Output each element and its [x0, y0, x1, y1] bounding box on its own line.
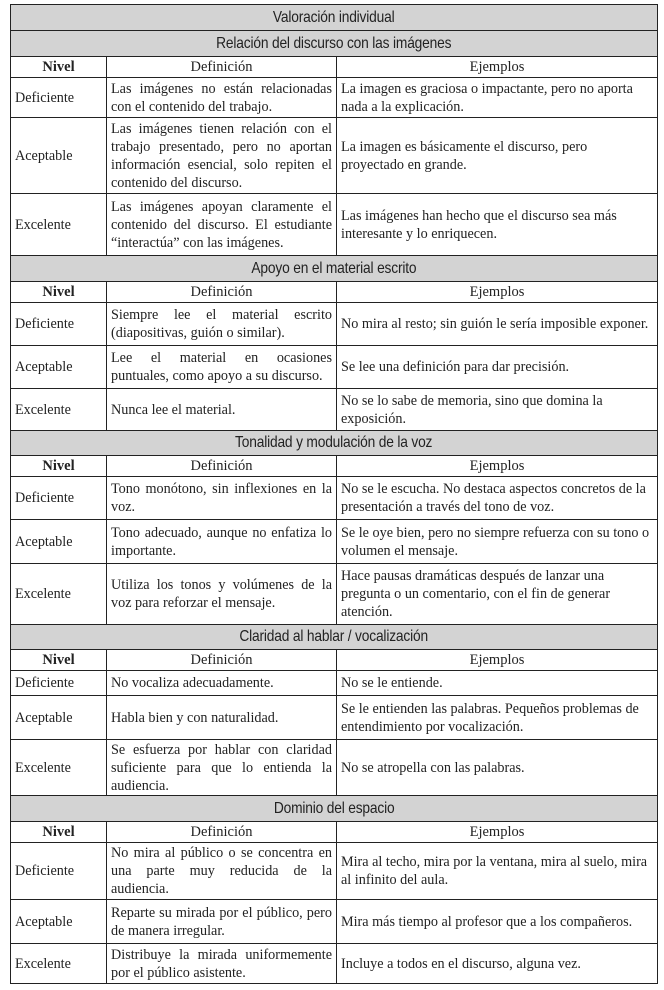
table-row — [11, 346, 658, 389]
example-cell: No se atropella con las palabras. — [337, 740, 658, 796]
example-cell: Mira más tiempo al profesor que a los compañeros. — [337, 900, 658, 944]
definition-cell: No mira al público o se concentra en una parte muy reducida de la audiencia. — [107, 843, 337, 900]
section-title-text: Dominio del espacio — [273, 799, 395, 817]
section-header-row — [11, 625, 658, 650]
definition-cell: Las imágenes no están relacionadas con el contenido del trabajo. — [107, 78, 337, 118]
column-header-examples: Ejemplos — [337, 822, 658, 843]
section-title-text: Relación del discurso con las imágenes — [216, 34, 452, 52]
column-header-definition: Definición — [107, 456, 337, 477]
section-header-row — [11, 31, 658, 57]
section-title — [11, 256, 658, 282]
definition-cell: Habla bien y con naturalidad. — [107, 696, 337, 740]
table-row — [11, 389, 658, 431]
definition-cell: No vocaliza adecuadamente. — [107, 671, 337, 696]
section-header-row — [11, 431, 658, 456]
definition-cell: Las imágenes apoyan claramente el contenido del discurso. El estudiante “interactúa” con las imágenes. — [107, 194, 337, 256]
example-cell: No se lo sabe de memoria, sino que domina la exposición. — [337, 389, 658, 431]
section-title — [11, 431, 658, 456]
section-header-row — [11, 796, 658, 822]
table-row — [11, 194, 658, 256]
table-row — [11, 740, 658, 796]
column-header-definition: Definición — [107, 650, 337, 671]
column-header-examples: Ejemplos — [337, 650, 658, 671]
definition-cell: Utiliza los tonos y volúmenes de la voz para reforzar el mensaje. — [107, 564, 337, 625]
definition-cell: Reparte su mirada por el público, pero de manera irregular. — [107, 900, 337, 944]
column-header-level: Nivel — [11, 456, 107, 477]
column-header-level: Nivel — [11, 57, 107, 78]
example-cell: Incluye a todos en el discurso, alguna vez. — [337, 944, 658, 984]
column-header-row — [11, 822, 658, 843]
table-row — [11, 944, 658, 984]
definition-cell: Nunca lee el material. — [107, 389, 337, 431]
column-header-examples: Ejemplos — [337, 57, 658, 78]
table-title-text: Valoración individual — [273, 8, 395, 26]
example-cell: Mira al techo, mira por la ventana, mira al suelo, mira al infinito del aula. — [337, 843, 658, 900]
section-title — [11, 625, 658, 650]
table-row — [11, 303, 658, 346]
level-cell: Aceptable — [11, 900, 107, 944]
level-cell: Excelente — [11, 944, 107, 984]
table-row — [11, 843, 658, 900]
level-cell: Deficiente — [11, 477, 107, 520]
column-header-row — [11, 282, 658, 303]
table-title-row — [11, 5, 658, 31]
example-cell: La imagen es graciosa o impactante, pero no aporta nada a la explicación. — [337, 78, 658, 118]
column-header-examples: Ejemplos — [337, 456, 658, 477]
column-header-definition: Definición — [107, 57, 337, 78]
table-row — [11, 671, 658, 696]
definition-cell: Siempre lee el material escrito (diapositivas, guión o similar). — [107, 303, 337, 346]
example-cell: Las imágenes han hecho que el discurso sea más interesante y lo enriquecen. — [337, 194, 658, 256]
evaluation-rubric-table — [10, 4, 658, 984]
section-title-text: Tonalidad y modulación de la voz — [235, 434, 433, 451]
definition-cell: Distribuye la mirada uniformemente por el público asistente. — [107, 944, 337, 984]
level-cell: Excelente — [11, 740, 107, 796]
example-cell: No se le entiende. — [337, 671, 658, 696]
definition-cell: Lee el material en ocasiones puntuales, como apoyo a su discurso. — [107, 346, 337, 389]
table-title — [11, 5, 658, 31]
column-header-examples: Ejemplos — [337, 282, 658, 303]
section-header-row — [11, 256, 658, 282]
level-cell: Deficiente — [11, 78, 107, 118]
level-cell: Aceptable — [11, 118, 107, 194]
definition-cell: Las imágenes tienen relación con el trabajo presentado, pero no aportan información esencial, solo repiten el contenido del discurso. — [107, 118, 337, 194]
level-cell: Excelente — [11, 389, 107, 431]
column-header-definition: Definición — [107, 282, 337, 303]
example-cell: Se lee una definición para dar precisión. — [337, 346, 658, 389]
table-row — [11, 564, 658, 625]
example-cell: Hace pausas dramáticas después de lanzar una pregunta o un comentario, con el fin de generar atención. — [337, 564, 658, 625]
example-cell: La imagen es básicamente el discurso, pero proyectado en grande. — [337, 118, 658, 194]
column-header-row — [11, 57, 658, 78]
table-row — [11, 477, 658, 520]
level-cell: Deficiente — [11, 303, 107, 346]
definition-cell: Tono adecuado, aunque no enfatiza lo importante. — [107, 520, 337, 564]
column-header-row — [11, 650, 658, 671]
level-cell: Aceptable — [11, 520, 107, 564]
level-cell: Deficiente — [11, 843, 107, 900]
column-header-definition: Definición — [107, 822, 337, 843]
section-title — [11, 796, 658, 822]
level-cell: Aceptable — [11, 346, 107, 389]
table-row — [11, 696, 658, 740]
column-header-row — [11, 456, 658, 477]
example-cell: Se le entienden las palabras. Pequeños problemas de entendimiento por vocalización. — [337, 696, 658, 740]
column-header-level: Nivel — [11, 650, 107, 671]
table-row — [11, 520, 658, 564]
table-row — [11, 118, 658, 194]
section-title-text: Apoyo en el material escrito — [251, 259, 417, 277]
table-row — [11, 900, 658, 944]
example-cell: No se le escucha. No destaca aspectos concretos de la presentación a través del tono de voz. — [337, 477, 658, 520]
level-cell: Aceptable — [11, 696, 107, 740]
table-row — [11, 78, 658, 118]
column-header-level: Nivel — [11, 822, 107, 843]
section-title-text: Claridad al hablar / vocalización — [239, 628, 429, 645]
level-cell: Excelente — [11, 564, 107, 625]
column-header-level: Nivel — [11, 282, 107, 303]
example-cell: No mira al resto; sin guión le sería imposible exponer. — [337, 303, 658, 346]
definition-cell: Se esfuerza por hablar con claridad suficiente para que lo entienda la audiencia. — [107, 740, 337, 796]
example-cell: Se le oye bien, pero no siempre refuerza con su tono o volumen el mensaje. — [337, 520, 658, 564]
definition-cell: Tono monótono, sin inflexiones en la voz. — [107, 477, 337, 520]
level-cell: Excelente — [11, 194, 107, 256]
section-title — [11, 31, 658, 57]
level-cell: Deficiente — [11, 671, 107, 696]
